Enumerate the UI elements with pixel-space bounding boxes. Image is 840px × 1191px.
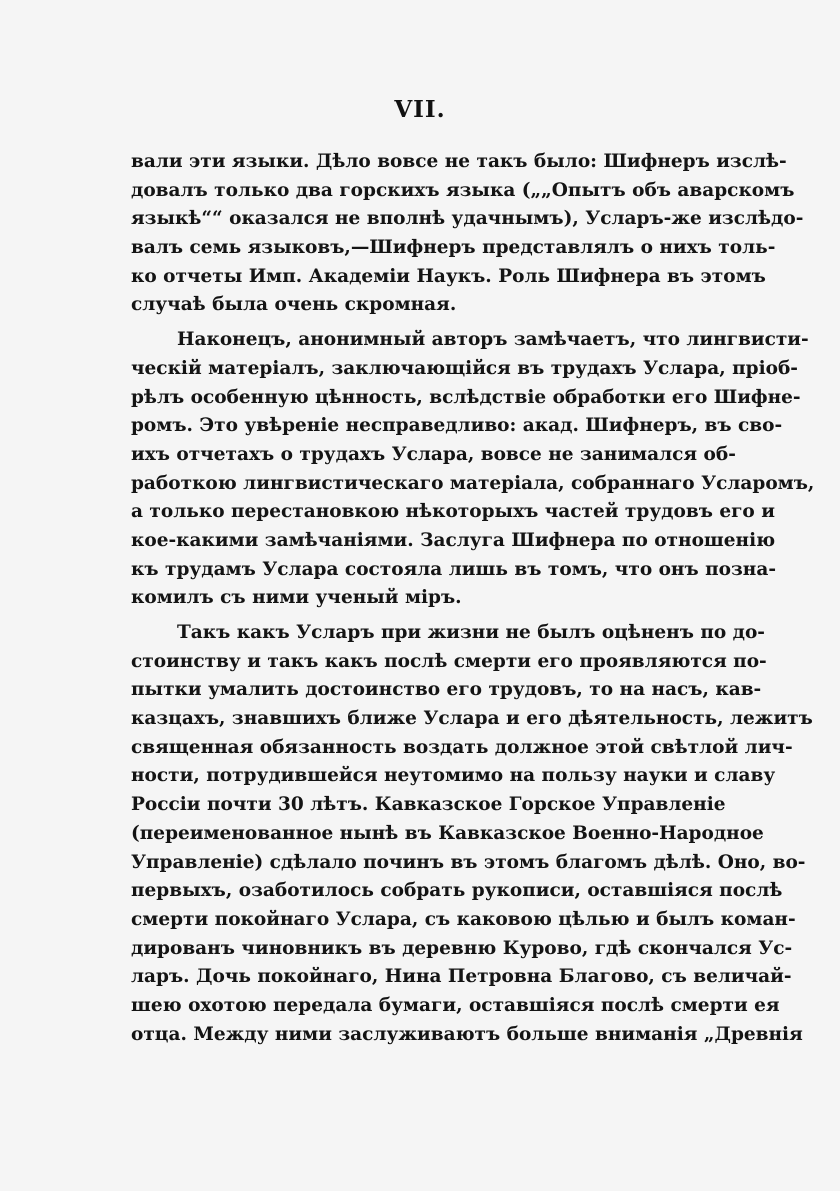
text-line: къ трудамъ Услара состояла лишь въ томъ, что онъ позна-: [131, 558, 776, 580]
text-line: дированъ чиновникъ въ деревню Курово, гдѣ скончался Ус-: [131, 937, 793, 959]
text-line: случаѣ была очень скромная.: [131, 294, 457, 316]
text-line: валъ семь языковъ,—Шифнеръ представлялъ о нихъ толь-: [131, 237, 776, 259]
text-line: комилъ съ ними ученый міръ.: [131, 587, 462, 609]
text-line: пытки умалить достоинство его трудовъ, то на насъ, кав-: [131, 679, 762, 701]
paragraph: [131, 148, 804, 320]
text-line: а только перестановкою нѣкоторыхъ частей трудовъ его и: [131, 501, 775, 523]
text-line: шею охотою передала бумаги, оставшіяся послѣ смерти ея: [131, 994, 780, 1016]
text-line: ларъ. Дочь покойнаго, Нина Петровна Благово, съ величай-: [131, 966, 792, 988]
text-line: первыхъ, озаботилось собрать рукописи, оставшіяся послѣ: [131, 880, 783, 902]
page-number: VII.: [394, 96, 446, 123]
text-line: довалъ только два горскихъ языка („„Опытъ объ аварскомъ: [131, 179, 795, 201]
text-line: смерти покойнаго Услара, съ каковою цѣлью и былъ коман-: [131, 908, 796, 930]
text-line: рѣлъ особенную цѣнность, вслѣдствіе обработки его Шифне-: [131, 386, 801, 408]
text-line: ко отчеты Имп. Академіи Наукъ. Роль Шифнера въ этомъ: [131, 265, 766, 287]
text-line: языкѣ““ оказался не вполнѣ удачнымъ), Усларъ-же изслѣдо-: [131, 208, 804, 230]
text-line: ихъ отчетахъ о трудахъ Услара, вовсе не занимался об-: [131, 443, 736, 465]
text-line: отца. Между ними заслуживаютъ больше вниманія „Древнія: [131, 1023, 803, 1045]
text-line: вали эти языки. Дѣло вовсе не такъ было: Шифнеръ изслѣ-: [131, 151, 787, 172]
text-line: Такъ какъ Усларъ при жизни не былъ оцѣненъ по до-: [177, 622, 765, 643]
text-line: священная обязанность воздать должное этой свѣтлой лич-: [131, 736, 793, 758]
page-body: [131, 148, 815, 1049]
text-line: кое-какими замѣчаніями. Заслуга Шифнера по отношенію: [131, 529, 776, 551]
text-line: работкою лингвистическаго матеріала, собраннаго Усларомъ,: [131, 472, 815, 494]
text-line: ческій матеріалъ, заключающійся въ трудахъ Услара, пріоб-: [131, 357, 798, 379]
text-line: ромъ. Это увѣреніе несправедливо: акад. Шифнеръ, въ сво-: [131, 415, 783, 437]
text-line: (переименованное нынѣ въ Кавказское Военно-Народное: [131, 822, 764, 844]
text-line: стоинству и такъ какъ послѣ смерти его проявляются по-: [131, 650, 767, 672]
text-line: Управленіе) сдѣлало починъ въ этомъ благомъ дѣлѣ. Оно, во-: [131, 851, 806, 873]
text-line: Наконецъ, анонимный авторъ замѣчаетъ, что лингвисти-: [177, 329, 809, 351]
paragraph: [131, 326, 815, 613]
text-line: казцахъ, знавшихъ ближе Услара и его дѣятельность, лежитъ: [131, 708, 813, 730]
text-line: Россіи почти 30 лѣтъ. Кавказское Горское Управленіе: [131, 794, 726, 816]
text-line: ности, потрудившейся неутомимо на пользу науки и славу: [131, 765, 776, 787]
paragraph: [131, 619, 813, 1049]
